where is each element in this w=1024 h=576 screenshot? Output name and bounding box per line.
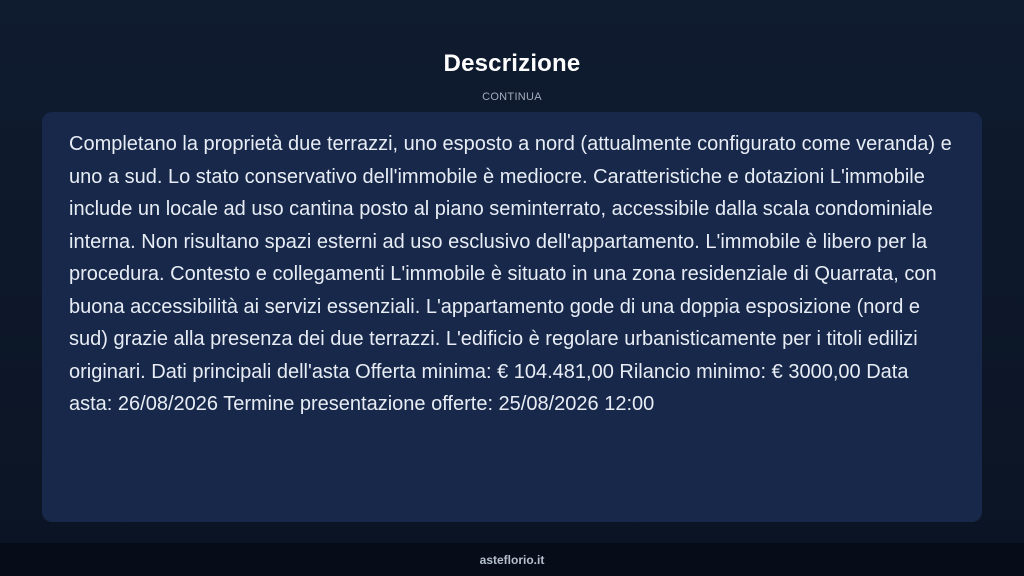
- page-title: Descrizione: [443, 50, 581, 77]
- page-subtitle: CONTINUA: [482, 91, 542, 103]
- description-text: Completano la proprietà due terrazzi, uno esposto a nord (attualmente configurato come veranda) e uno a sud. Lo stato conservativo dell'immobile è mediocre. Caratteristiche e dotazioni L'immobile include un locale ad uso cantina posto al piano seminterrato, accessibile dalla scala condominiale interna. Non risultano spazi esterni ad uso esclusivo dell'appartamento. L'immobile è libero per la procedura. Contesto e collegamenti L'immobile è situato in una zona residenziale di Quarrata, con buona accessibilità ai servizi essenziali. L'appartamento gode di una doppia esposizione (nord e sud) grazie alla presenza dei due terrazzi. L'edificio è regolare urbanisticamente per i titoli edilizi originari. Dati principali dell'asta Offerta minima: € 104.481,00 Rilancio minimo: € 3000,00 Data asta: 26/08/2026 Termine presentazione offerte: 25/08/2026 12:00: [69, 133, 952, 415]
- footer-site-label: asteflorio.it: [479, 552, 545, 567]
- description-card: [42, 112, 982, 522]
- footer-bar: [0, 543, 1024, 576]
